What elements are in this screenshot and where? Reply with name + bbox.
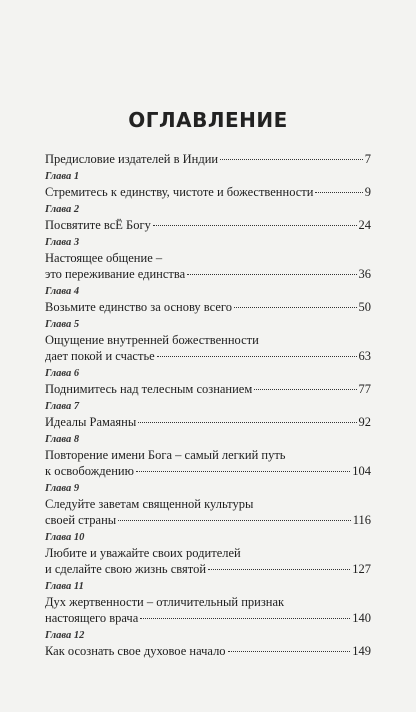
page-number: 24	[358, 218, 371, 232]
toc-entry	[45, 170, 371, 200]
entry-title-line: настоящего врача	[45, 611, 139, 625]
chapter-label: Глава 4	[45, 286, 80, 297]
entry-title-line: Возьмите единство за основу всего	[45, 300, 232, 314]
entry-title-line: своей страны	[45, 513, 117, 527]
entry-title-line: это переживание единства	[45, 267, 186, 281]
entry-title-line: Как осознать свое духовое начало	[45, 644, 226, 658]
page-number: 116	[352, 513, 371, 527]
chapter-label: Глава 8	[45, 434, 80, 445]
toc-entry	[45, 318, 371, 364]
entry-title-line: Посвятите всЁ Богу	[45, 218, 151, 232]
entry-title-row	[45, 561, 371, 577]
toc-entry	[45, 580, 371, 626]
page-title: ОГЛАВЛЕНИЕ	[128, 108, 288, 132]
entry-title-line: Настоящее общение –	[45, 251, 163, 265]
dot-leader	[220, 159, 363, 160]
entry-title-line: Повторение имени Бога – самый легкий путь	[45, 448, 286, 462]
chapter-label: Глава 10	[45, 532, 85, 543]
entry-title-row	[45, 610, 371, 626]
page-number: 63	[358, 349, 371, 363]
chapter-label: Глава 11	[45, 581, 84, 592]
dot-leader	[153, 225, 357, 226]
dot-leader	[140, 618, 350, 619]
toc-entry	[45, 629, 371, 659]
entry-title-row	[45, 414, 371, 430]
toc-entry	[45, 285, 371, 315]
entry-title-line: Следуйте заветам священной культуры	[45, 497, 254, 511]
chapter-label: Глава 9	[45, 483, 80, 494]
page-number: 92	[358, 415, 371, 429]
dot-leader	[138, 422, 356, 423]
entry-title-line: Дух жертвенности – отличительный признак	[45, 595, 285, 609]
toc-entry	[45, 367, 371, 397]
entry-title-line: Любите и уважайте своих родителей	[45, 546, 241, 560]
entry-title-row	[45, 381, 371, 397]
entry-title-line: Предисловие издателей в Индии	[45, 152, 219, 166]
entry-title-row	[45, 217, 371, 233]
chapter-label: Глава 6	[45, 368, 80, 379]
page-number: 7	[364, 152, 371, 166]
chapter-label: Глава 5	[45, 319, 80, 330]
table-of-contents	[45, 151, 371, 659]
entry-title-line: к освобождению	[45, 464, 134, 478]
chapter-label: Глава 12	[45, 630, 85, 641]
chapter-label: Глава 1	[45, 171, 80, 182]
entry-title-row	[45, 266, 371, 282]
entry-title-row	[45, 299, 371, 315]
chapter-label: Глава 7	[45, 401, 80, 412]
page-number: 36	[358, 267, 371, 281]
dot-leader	[208, 569, 350, 570]
entry-title-row	[45, 348, 371, 364]
entry-title-line: Поднимитесь над телесным сознанием	[45, 382, 253, 396]
entry-title-row	[45, 512, 371, 528]
toc-entry	[45, 531, 371, 577]
dot-leader	[136, 471, 350, 472]
chapter-label: Глава 2	[45, 204, 80, 215]
dot-leader	[187, 274, 356, 275]
entry-title-row	[45, 151, 371, 167]
entry-title-row	[45, 184, 371, 200]
entry-title-line: Ощущение внутренней божественности	[45, 333, 259, 347]
toc-entry	[45, 400, 371, 430]
toc-entry	[45, 236, 371, 282]
dot-leader	[254, 389, 356, 390]
entry-title-row	[45, 463, 371, 479]
page-number: 140	[352, 611, 371, 625]
dot-leader	[228, 651, 351, 652]
page-number: 104	[352, 464, 371, 478]
chapter-label: Глава 3	[45, 237, 80, 248]
toc-entry	[45, 203, 371, 233]
entry-title-row	[45, 643, 371, 659]
dot-leader	[315, 192, 362, 193]
toc-entry	[45, 151, 371, 167]
entry-title-line: Идеалы Рамаяны	[45, 415, 137, 429]
page-number: 9	[364, 185, 371, 199]
page-number: 127	[352, 562, 371, 576]
page-number: 149	[352, 644, 371, 658]
page-number: 50	[358, 300, 371, 314]
dot-leader	[118, 520, 351, 521]
toc-entry	[45, 482, 371, 528]
entry-title-line: Стремитесь к единству, чистоте и божественности	[45, 185, 314, 199]
page-number: 77	[358, 382, 371, 396]
entry-title-line: дает покой и счастье	[45, 349, 155, 363]
toc-entry	[45, 433, 371, 479]
entry-title-line: и сделайте свою жизнь святой	[45, 562, 207, 576]
dot-leader	[157, 356, 357, 357]
dot-leader	[234, 307, 357, 308]
